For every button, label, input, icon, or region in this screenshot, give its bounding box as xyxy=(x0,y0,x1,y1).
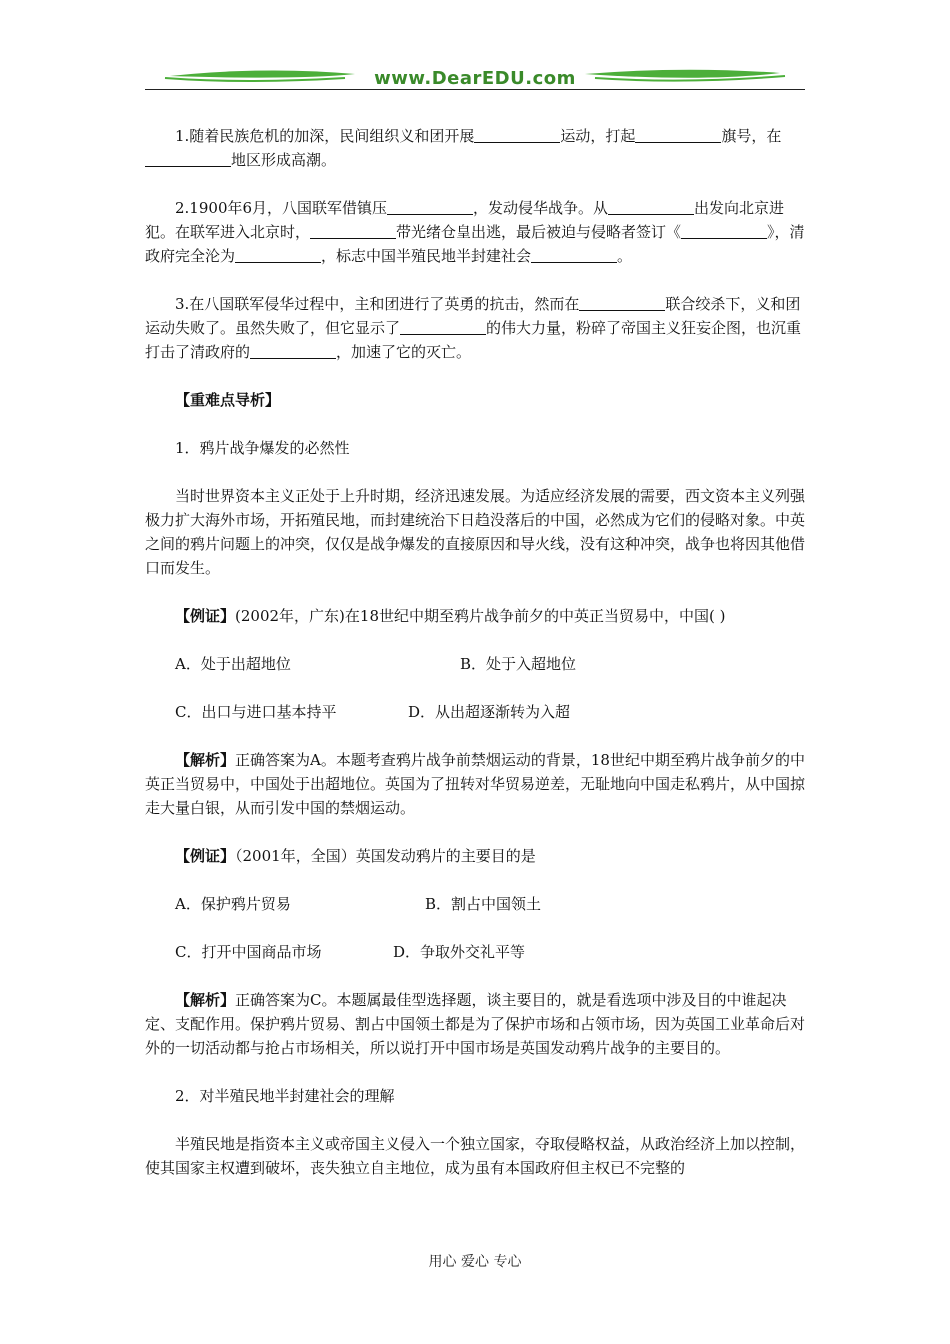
option-c: C．打开中国商品市场 xyxy=(175,943,322,961)
example-2-options-cd xyxy=(145,940,808,964)
example-2-analysis: 【解析】正确答案为C。本题属最佳型选择题，谈主要目的，就是看选项中涉及目的中谁起决定、支配作用。保护鸦片贸易、割占中国领土都是为了保护市场和占领市场，因为英国工业革命后对外的一切活动都与抢占市场相关，所以说打开中国市场是英国发动鸦片战争的主要目的。 xyxy=(145,991,806,1057)
example-1-analysis: 【解析】正确答案为A。本题考查鸦片战争前禁烟运动的背景，18世纪中期至鸦片战争前夕的中英正当贸易中，中国处于出超地位。英国为了扭转对华贸易逆差，无耻地向中国走私鸦片，从中国掠走大量白银，从而引发中国的禁烟运动。 xyxy=(145,751,806,817)
example-1-options-cd xyxy=(145,700,808,724)
topic-1-body: 当时世界资本主义正处于上升时期，经济迅速发展。为适应经济发展的需要，西文资本主义列强极力扩大海外市场，开拓殖民地，而封建统治下日趋没落后的中国，必然成为它们的侵略对象。中英之间的鸦片问题上的冲突，仅仅是战争爆发的直接原因和导火线，没有这种冲突，战争也将因其他借口而发生。 xyxy=(145,487,806,577)
option-b: B．割占中国领土 xyxy=(425,895,542,913)
example-2-options-ab xyxy=(145,892,808,916)
answer-blank[interactable] xyxy=(310,222,396,239)
option-d: D．争取外交礼平等 xyxy=(393,943,526,961)
question-1: 1.随着民族危机的加深，民间组织义和团开展 运动，打起 旗号，在地区形成高潮。 xyxy=(145,124,808,172)
topic-2-heading: 2．对半殖民地半封建社会的理解 xyxy=(175,1087,395,1105)
site-logo: www.DearEDU.com xyxy=(374,68,576,89)
answer-blank[interactable] xyxy=(608,198,694,215)
answer-blank[interactable] xyxy=(579,294,665,311)
question-3: 3.在八国联军侵华过程中，主和团进行了英勇的抗击，然而在 联合绞杀下，义和团运动失败了。虽然失败了，但它显示了 的伟大力量，粉碎了帝国主义狂妄企图，也沉重打击了清政府的 ，加速了它的灭亡。 xyxy=(145,295,802,361)
topic-2-body: 半殖民地是指资本主义或帝国主义侵入一个独立国家，夺取侵略权益，从政治经济上加以控制，使其国家主权遭到破坏，丧失独立自主地位，成为虽有本国政府但主权已不完整的 xyxy=(145,1135,806,1177)
option-a: A．处于出超地位 xyxy=(175,655,291,673)
page-footer: 用心 爱心 专心 xyxy=(428,1254,522,1270)
answer-blank[interactable] xyxy=(474,126,560,143)
example-1-options-ab xyxy=(145,652,808,676)
option-d: D．从出超逐渐转为入超 xyxy=(408,703,571,721)
header-rule xyxy=(145,89,805,90)
example-2-question: 【例证】（2001年，全国）英国发动鸦片的主要目的是 xyxy=(175,847,536,865)
question-2: 2.1900年6月，八国联军借镇压 ，发动侵华战争。从 出发向北京进犯。在联军进入北京时， 带光绪仓皇出逃，最后被迫与侵略者签订《 》，清政府完全沦为 ，标志中国半殖民地半封建社会 。 xyxy=(145,199,805,265)
answer-blank[interactable] xyxy=(400,318,486,335)
site-header xyxy=(145,64,805,92)
answer-blank[interactable] xyxy=(635,126,721,143)
document-body xyxy=(145,124,808,1180)
answer-blank[interactable] xyxy=(387,198,473,215)
option-b: B．处于入超地位 xyxy=(460,655,577,673)
answer-blank[interactable] xyxy=(145,150,231,167)
answer-blank[interactable] xyxy=(235,246,321,263)
answer-blank[interactable] xyxy=(681,222,767,239)
example-1-question: 【例证】(2002年，广东)在18世纪中期至鸦片战争前夕的中英正当贸易中，中国( ) xyxy=(175,607,726,625)
option-c: C．出口与进口基本持平 xyxy=(175,703,337,721)
topic-1-heading: 1．鸦片战争爆发的必然性 xyxy=(175,439,350,457)
answer-blank[interactable] xyxy=(250,342,336,359)
option-a: A．保护鸦片贸易 xyxy=(175,895,291,913)
answer-blank[interactable] xyxy=(531,246,617,263)
section-title: 【重难点导析】 xyxy=(175,391,281,409)
